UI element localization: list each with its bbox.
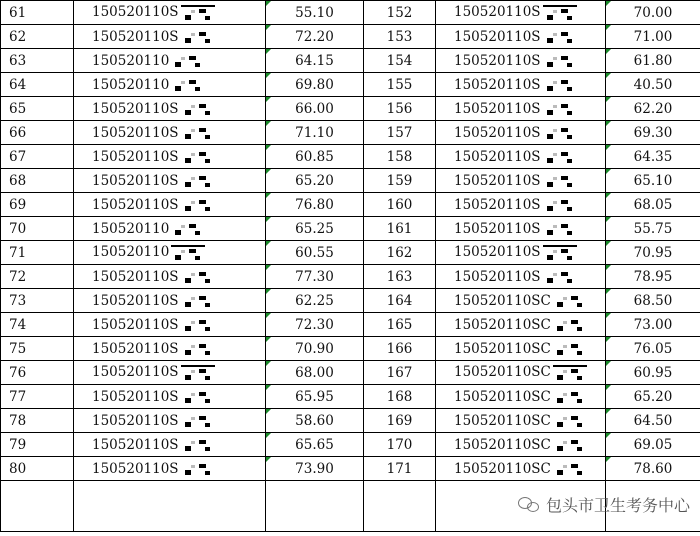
score-cell: 70.00 (606, 1, 700, 25)
table-row (1, 289, 700, 313)
row-number-cell: 164 (364, 289, 436, 313)
row-number-cell: 165 (364, 313, 436, 337)
candidate-id-cell: 150520110S (436, 265, 606, 289)
redaction-mark (181, 198, 215, 212)
redaction-mark (543, 54, 577, 68)
candidate-id-cell: 150520110S (74, 121, 266, 145)
candidate-id-cell: 150520110S (74, 1, 266, 25)
row-number-cell: 157 (364, 121, 436, 145)
redaction-mark (181, 365, 215, 381)
score-cell: 58.60 (266, 409, 364, 433)
row-number-cell: 67 (1, 145, 74, 169)
score-cell: 71.10 (266, 121, 364, 145)
score-cell: 65.65 (266, 433, 364, 457)
row-number-cell: 169 (364, 409, 436, 433)
row-number-cell: 159 (364, 169, 436, 193)
row-number-cell: 170 (364, 433, 436, 457)
redaction-mark (181, 294, 215, 308)
empty-cell (74, 481, 266, 532)
redaction-mark (553, 365, 587, 381)
row-number-cell: 160 (364, 193, 436, 217)
candidate-id-cell: 150520110SC (436, 433, 606, 457)
candidate-id-cell: 150520110S (74, 25, 266, 49)
empty-cell (266, 481, 364, 532)
redaction-mark (181, 150, 215, 164)
redaction-mark (543, 174, 577, 188)
score-cell: 76.80 (266, 193, 364, 217)
table-row (1, 217, 700, 241)
redaction-mark (553, 390, 587, 404)
redaction-mark (553, 342, 587, 356)
score-cell: 69.80 (266, 73, 364, 97)
redaction-mark (171, 54, 205, 68)
candidate-id-cell: 150520110S (74, 385, 266, 409)
score-cell: 40.50 (606, 73, 700, 97)
table-row (1, 241, 700, 265)
empty-cell (1, 481, 74, 532)
candidate-id-cell: 150520110S (436, 193, 606, 217)
score-cell: 60.55 (266, 241, 364, 265)
candidate-id-cell: 150520110S (436, 241, 606, 265)
row-number-cell: 72 (1, 265, 74, 289)
row-number-cell: 68 (1, 169, 74, 193)
redaction-mark (181, 174, 215, 188)
score-cell: 60.85 (266, 145, 364, 169)
candidate-id-cell: 150520110S (436, 1, 606, 25)
table-row (1, 313, 700, 337)
score-cell: 62.25 (266, 289, 364, 313)
row-number-cell: 161 (364, 217, 436, 241)
row-number-cell: 66 (1, 121, 74, 145)
table-row (1, 361, 700, 385)
redaction-mark (543, 270, 577, 284)
row-number-cell: 154 (364, 49, 436, 73)
row-number-cell: 79 (1, 433, 74, 457)
candidate-id-cell: 150520110S (436, 169, 606, 193)
row-number-cell: 152 (364, 1, 436, 25)
redaction-mark (543, 126, 577, 140)
candidate-id-cell: 150520110S (74, 289, 266, 313)
score-cell: 64.35 (606, 145, 700, 169)
score-cell: 66.00 (266, 97, 364, 121)
row-number-cell: 75 (1, 337, 74, 361)
score-cell: 70.90 (266, 337, 364, 361)
candidate-id-cell: 150520110S (436, 121, 606, 145)
candidate-id-cell: 150520110 (74, 241, 266, 265)
row-number-cell: 71 (1, 241, 74, 265)
score-cell: 62.20 (606, 97, 700, 121)
table-row (1, 97, 700, 121)
row-number-cell: 158 (364, 145, 436, 169)
row-number-cell: 64 (1, 73, 74, 97)
candidate-id-cell: 150520110SC (436, 457, 606, 481)
row-number-cell: 61 (1, 1, 74, 25)
table-row (1, 73, 700, 97)
table-row (1, 193, 700, 217)
score-cell: 65.20 (606, 385, 700, 409)
score-cell: 70.95 (606, 241, 700, 265)
redaction-mark (181, 5, 215, 21)
candidate-id-cell: 150520110S (74, 313, 266, 337)
row-number-cell: 62 (1, 25, 74, 49)
row-number-cell: 162 (364, 241, 436, 265)
row-number-cell: 80 (1, 457, 74, 481)
row-number-cell: 76 (1, 361, 74, 385)
table-row (1, 409, 700, 433)
redaction-mark (171, 245, 205, 261)
candidate-id-cell: 150520110S (74, 97, 266, 121)
redaction-mark (181, 414, 215, 428)
score-cell: 68.50 (606, 289, 700, 313)
score-cell: 64.15 (266, 49, 364, 73)
redaction-mark (181, 318, 215, 332)
table-row (1, 1, 700, 25)
score-cell: 69.30 (606, 121, 700, 145)
candidate-id-cell: 150520110S (74, 457, 266, 481)
candidate-id-cell: 150520110S (436, 49, 606, 73)
row-number-cell: 78 (1, 409, 74, 433)
redaction-mark (181, 462, 215, 476)
candidate-id-cell: 150520110S (74, 409, 266, 433)
score-cell: 68.05 (606, 193, 700, 217)
candidate-id-cell: 150520110S (436, 25, 606, 49)
score-cell: 55.10 (266, 1, 364, 25)
score-cell: 65.10 (606, 169, 700, 193)
row-number-cell: 167 (364, 361, 436, 385)
row-number-cell: 77 (1, 385, 74, 409)
score-cell: 55.75 (606, 217, 700, 241)
score-cell: 71.00 (606, 25, 700, 49)
redaction-mark (543, 78, 577, 92)
row-number-cell: 153 (364, 25, 436, 49)
redaction-mark (543, 222, 577, 236)
redaction-mark (543, 30, 577, 44)
score-cell: 73.00 (606, 313, 700, 337)
candidate-id-cell: 150520110S (436, 97, 606, 121)
candidate-id-cell: 150520110S (436, 217, 606, 241)
candidate-id-cell: 150520110S (74, 433, 266, 457)
row-number-cell: 168 (364, 385, 436, 409)
redaction-mark (181, 30, 215, 44)
row-number-cell: 70 (1, 217, 74, 241)
row-number-cell: 163 (364, 265, 436, 289)
row-number-cell: 156 (364, 97, 436, 121)
score-cell: 65.20 (266, 169, 364, 193)
table-row (1, 145, 700, 169)
wechat-icon (518, 497, 540, 513)
row-number-cell: 74 (1, 313, 74, 337)
score-cell: 65.95 (266, 385, 364, 409)
empty-cell (364, 481, 436, 532)
table-row (1, 457, 700, 481)
redaction-mark (553, 462, 587, 476)
candidate-id-cell: 150520110S (74, 193, 266, 217)
redaction-mark (181, 438, 215, 452)
score-cell: 73.90 (266, 457, 364, 481)
table-row (1, 49, 700, 73)
redaction-mark (181, 342, 215, 356)
redaction-mark (553, 294, 587, 308)
redaction-mark (171, 222, 205, 236)
candidate-id-cell: 150520110S (74, 361, 266, 385)
candidate-id-cell: 150520110SC (436, 361, 606, 385)
redaction-mark (181, 126, 215, 140)
candidate-id-cell: 150520110S (74, 169, 266, 193)
score-cell: 76.05 (606, 337, 700, 361)
table-row (1, 385, 700, 409)
table-row (1, 25, 700, 49)
redaction-mark (543, 5, 577, 21)
redaction-mark (543, 245, 577, 261)
table-row (1, 433, 700, 457)
redaction-mark (543, 150, 577, 164)
redaction-mark (553, 414, 587, 428)
watermark-text: 包头市卫生考务中心 (545, 496, 690, 515)
candidate-id-cell: 150520110SC (436, 385, 606, 409)
redaction-mark (543, 198, 577, 212)
score-cell: 69.05 (606, 433, 700, 457)
candidate-id-cell: 150520110S (74, 265, 266, 289)
row-number-cell: 73 (1, 289, 74, 313)
score-cell: 78.60 (606, 457, 700, 481)
redaction-mark (181, 270, 215, 284)
redaction-mark (181, 102, 215, 116)
candidate-id-cell: 150520110SC (436, 289, 606, 313)
row-number-cell: 65 (1, 97, 74, 121)
candidate-id-cell: 150520110S (74, 337, 266, 361)
table-row (1, 121, 700, 145)
score-cell: 60.95 (606, 361, 700, 385)
redaction-mark (553, 438, 587, 452)
score-cell: 64.50 (606, 409, 700, 433)
redaction-mark (553, 318, 587, 332)
candidate-id-cell: 150520110 (74, 49, 266, 73)
watermark (518, 493, 690, 516)
row-number-cell: 69 (1, 193, 74, 217)
candidate-id-cell: 150520110 (74, 73, 266, 97)
score-cell: 72.20 (266, 25, 364, 49)
candidate-id-cell: 150520110S (436, 73, 606, 97)
score-cell: 61.80 (606, 49, 700, 73)
table-row (1, 337, 700, 361)
row-number-cell: 166 (364, 337, 436, 361)
candidate-id-cell: 150520110SC (436, 337, 606, 361)
candidate-id-cell: 150520110S (74, 145, 266, 169)
redaction-mark (181, 390, 215, 404)
redaction-mark (171, 78, 205, 92)
row-number-cell: 155 (364, 73, 436, 97)
row-number-cell: 63 (1, 49, 74, 73)
candidate-id-cell: 150520110SC (436, 409, 606, 433)
redaction-mark (543, 102, 577, 116)
candidate-id-cell: 150520110S (436, 145, 606, 169)
table-row (1, 169, 700, 193)
score-cell: 72.30 (266, 313, 364, 337)
score-cell: 78.95 (606, 265, 700, 289)
table-row (1, 265, 700, 289)
score-cell: 77.30 (266, 265, 364, 289)
score-cell: 68.00 (266, 361, 364, 385)
candidate-id-cell: 150520110 (74, 217, 266, 241)
candidate-id-cell: 150520110SC (436, 313, 606, 337)
row-number-cell: 171 (364, 457, 436, 481)
score-cell: 65.25 (266, 217, 364, 241)
